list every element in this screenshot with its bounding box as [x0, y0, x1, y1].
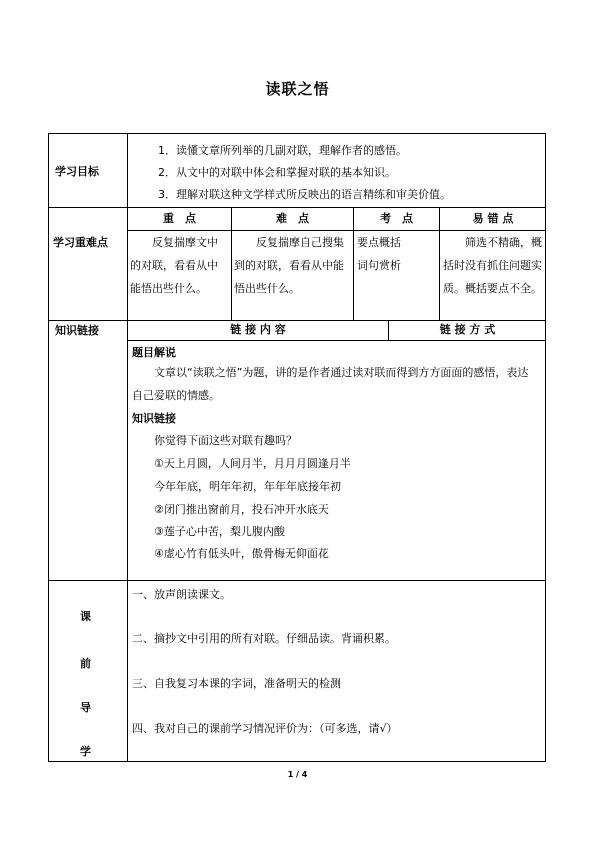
preview-item: 三、自我复习本课的字词，准备明天的检测: [132, 677, 341, 690]
row-label-preview-char: 前: [80, 657, 91, 670]
header-exam-point: 考 点: [380, 212, 413, 225]
header-divider: [128, 340, 546, 341]
goal-item: 2．从文中的对联中体会和掌握对联的基本知识。: [158, 166, 396, 179]
row-label-knowledge: 知识链接: [55, 324, 99, 337]
couplet-line: ①天上月圆，人间月半，月月月圆逢月半: [154, 457, 351, 470]
preview-item: 二、摘抄文中引用的所有对联。仔细品读。背诵积累。: [132, 632, 396, 645]
goal-item: 1．读懂文章所列举的几副对联，理解作者的感悟。: [158, 144, 407, 157]
couplet-line: ③莲子心中苦，梨儿腹内酸: [154, 525, 285, 538]
table-frame: [48, 133, 546, 762]
header-focus: 重 点: [163, 212, 196, 225]
title-explain-text: 文章以“读联之悟”为题，讲的是作者通过读对联而得到方方面面的感悟，表达自己爱联的情感。: [132, 366, 529, 402]
row-divider: [48, 207, 546, 208]
row-label-goals: 学习目标: [55, 165, 99, 178]
header-difficulty: 难 点: [276, 212, 309, 225]
row-divider: [48, 580, 546, 581]
couplet-line: 你觉得下面这些对联有趣吗？: [154, 434, 297, 447]
header-link-content: 链 接 内 容: [230, 323, 286, 336]
couplet-line: ②闭门推出窗前月，投石冲开水底天: [154, 503, 329, 516]
page-number: 1 / 4: [287, 770, 308, 779]
row-label-preview-char: 学: [80, 745, 91, 758]
focus-cell: 反复揣摩文中的对联，看看从中能悟出些什么。: [130, 236, 218, 295]
row-label-preview-char: 导: [80, 701, 91, 714]
header-link-method: 链 接 方 式: [439, 323, 496, 336]
goal-item: 3．理解对联这种文学样式所反映出的语言精练和审美价值。: [158, 188, 451, 201]
error-prone-cell: 筛选不精确，概括时没有抓住问题实质。概括要点不全。: [443, 236, 542, 295]
exam-point-cell: 要点概括 词句赏析: [357, 236, 401, 272]
difficulty-cell: 反复揣摩自己搜集到的对联，看看从中能悟出些什么。: [234, 236, 344, 295]
subheading-title-explain: 题目解说: [132, 346, 176, 359]
couplet-line: ④虚心竹有低头叶，傲骨梅无仰面花: [154, 547, 329, 560]
subheading-knowledge-link: 知识链接: [132, 412, 176, 425]
preview-item: 四、我对自己的课前学习情况评价为：（可多选，请√）: [132, 722, 398, 735]
preview-item: 一、放声朗读课文。: [132, 588, 231, 601]
row-label-keypoints: 学习重难点: [53, 236, 108, 249]
page-title: 读联之悟: [265, 80, 330, 98]
header-error-prone: 易 错 点: [472, 212, 514, 225]
row-divider: [48, 320, 546, 321]
row-label-preview-char: 课: [80, 610, 91, 623]
couplet-line: 今年年底，明年年初，年年年底接年初: [154, 480, 341, 493]
label-column-divider: [127, 133, 128, 762]
